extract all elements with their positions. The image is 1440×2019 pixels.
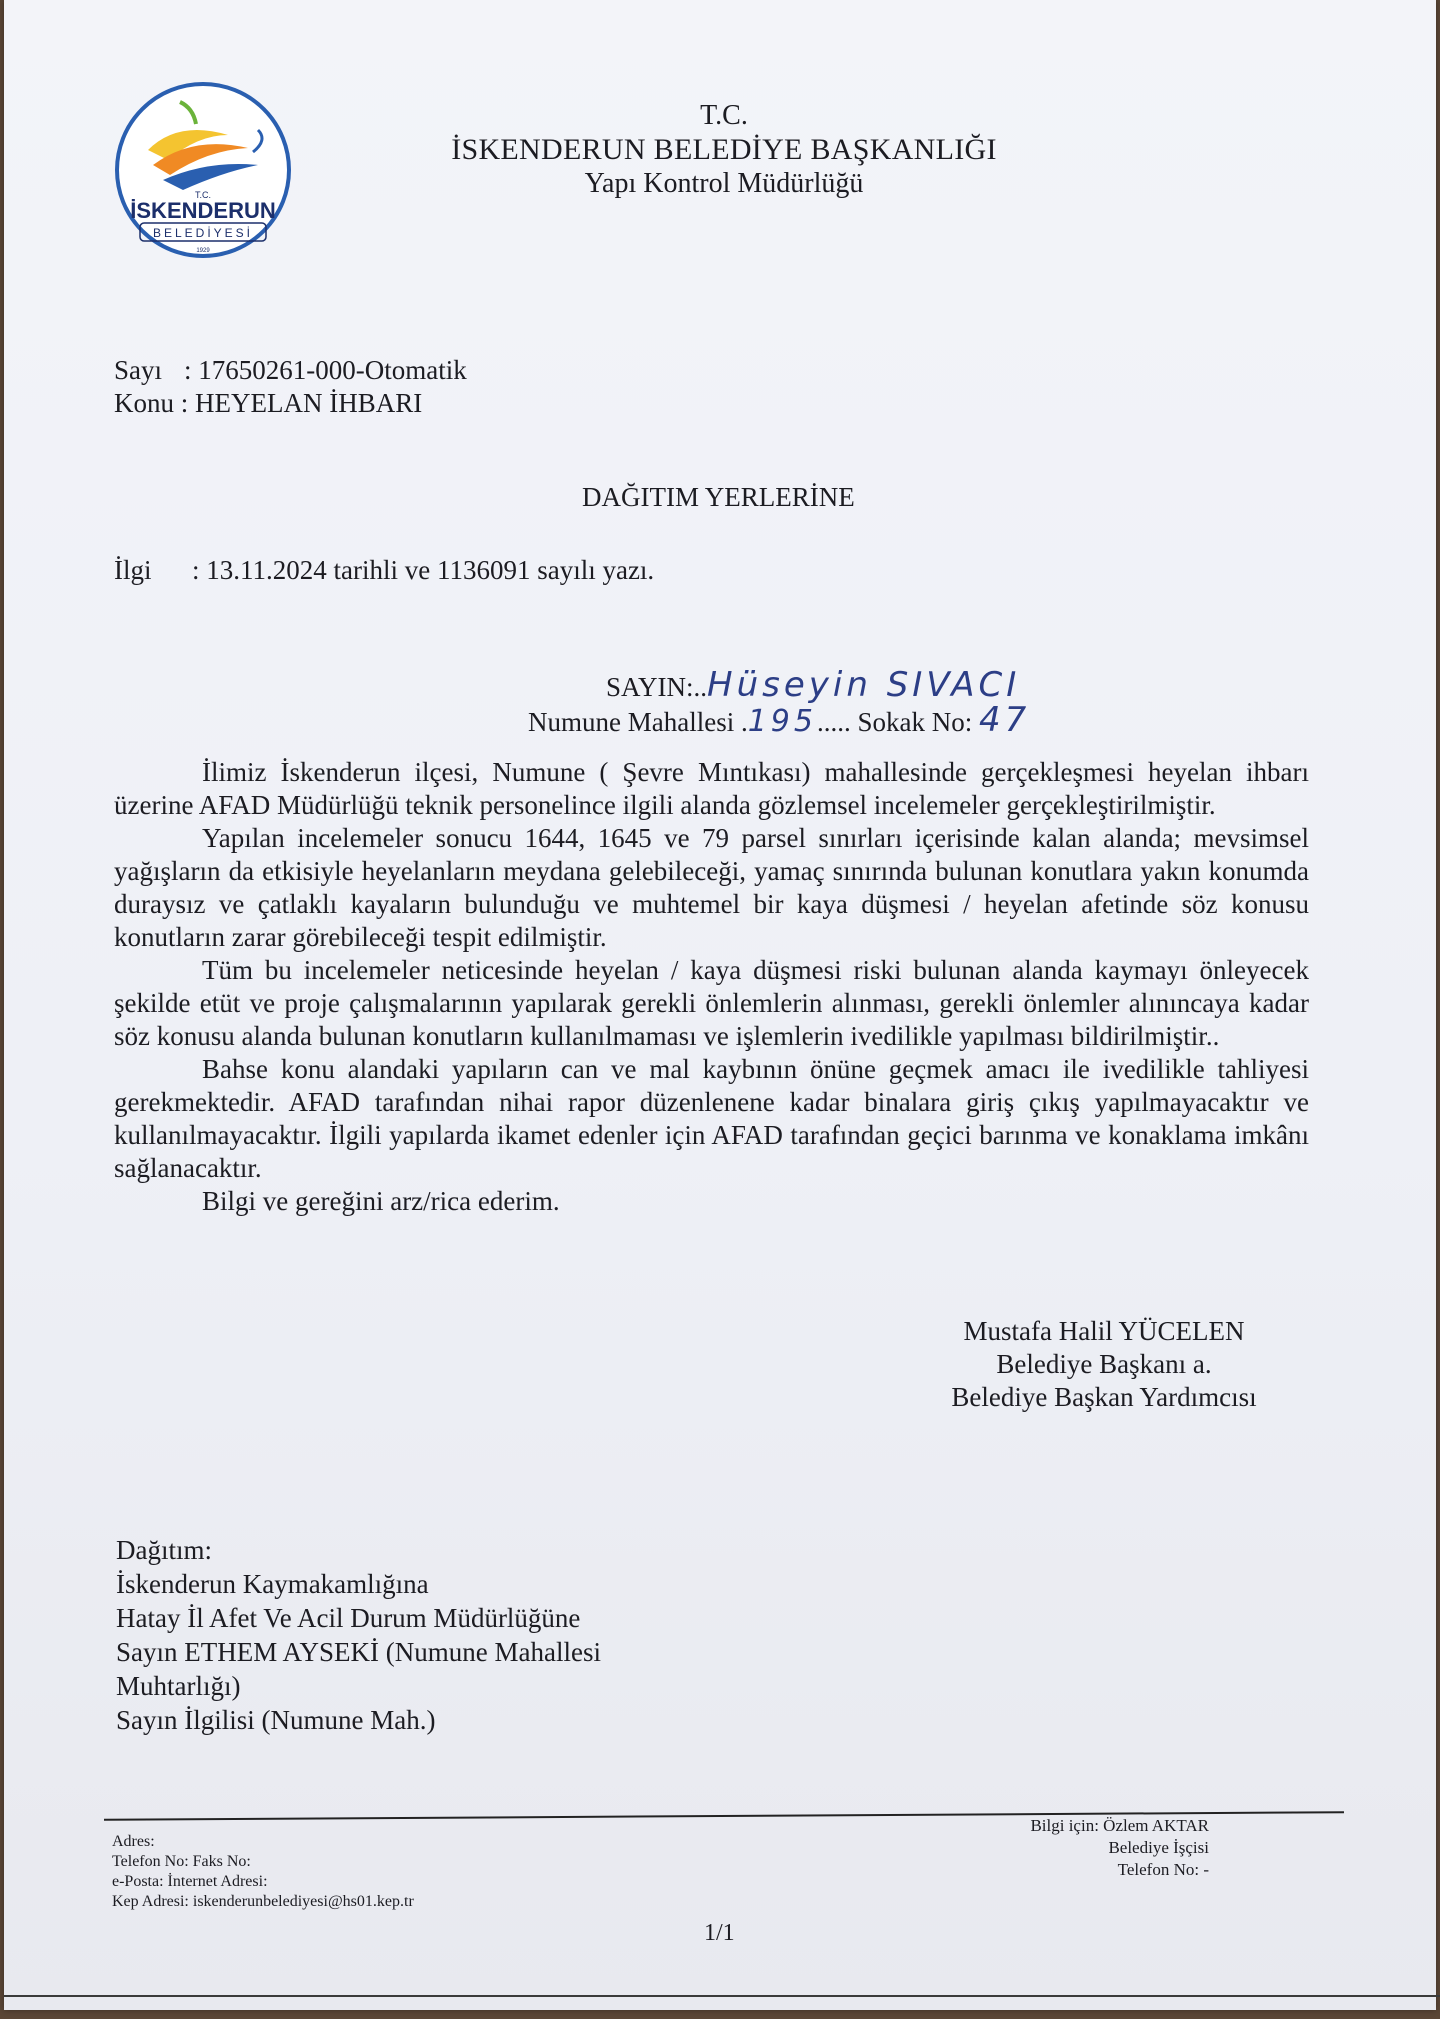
document-page [4, 0, 1436, 2010]
handwritten-name: Hüseyin SIVACI [707, 665, 1021, 705]
footer-info-phone: Telefon No: - [1117, 1860, 1209, 1879]
distribution-item-1: İskenderun Kaymakamlığına [116, 1569, 429, 1599]
distribution-title: Dağıtım: [116, 1535, 212, 1565]
sayi-label: Sayı [114, 355, 163, 385]
signatory-title-1: Belediye Başkanı a. [996, 1349, 1212, 1379]
signatory-title-2: Belediye Başkan Yardımcısı [951, 1382, 1257, 1412]
body-paragraph-4: Bahse konu alandaki yapıların can ve mal kaybının önüne geçmek amacı ile ivedilikle tahliyesi gerekmektedir. AFAD tarafından nihai rapor düzenlenene kadar binalara giriş çıkış yapılmayacaktır ve kullanılmayacaktır. İlgili yapılarda ikamet edenler için AFAD tarafından geçici barınma ve konaklama imkânı sağlanacaktır. [114, 1054, 1309, 1183]
konu-label: Konu [114, 388, 174, 418]
signature-block [904, 1315, 1304, 1414]
body-paragraph-1: İlimiz İskenderun ilçesi, Numune ( Şevre Mıntıkası) mahallesinde gerçekleşmesi heyelan ihbarı üzerine AFAD Müdürlüğü teknik personelince ilgili alanda gözlemsel incelemeler gerçekleştirilmiştir. [114, 757, 1309, 820]
sayi-row [114, 355, 467, 386]
footer-info-title: Belediye İşçisi [1108, 1838, 1209, 1857]
header-tc: T.C. [700, 100, 748, 131]
logo-year-text: 1929 [196, 248, 210, 254]
distribution-item-3: Sayın ETHEM AYSEKİ (Numune Mahallesi Muhtarlığı) [116, 1637, 601, 1701]
body-paragraph-3: Tüm bu incelemeler neticesinde heyelan / kaya düşmesi riski bulunan alanda kaymayı önleyecek şekilde etüt ve proje çalışmalarının yapılarak gerekli önlemlerin alınması, gerekli önlemler alınıncaya kadar söz konusu alanda bulunan konutların kullanılmaması ve işlemlerin ivedilikle yapılması bildirilmiştir.. [114, 955, 1309, 1051]
header-department: Yapı Kontrol Müdürlüğü [584, 168, 864, 199]
ilgi-row [114, 555, 654, 586]
sayi-value: : 17650261-000-Otomatik [184, 355, 467, 385]
logo-sub-text: BELEDİYESİ [152, 226, 254, 240]
address-line [528, 700, 1030, 740]
body-paragraph-5: Bilgi ve gereğini arz/rica ederim. [202, 1186, 560, 1216]
recipients-title: DAĞITIM YERLERİNE [582, 482, 855, 512]
mahalle-prefix: Numune Mahallesi . [528, 707, 748, 737]
handwritten-street: 195 [747, 704, 817, 739]
addressee-line [606, 665, 1020, 705]
logo-name-text: İSKENDERUN [130, 198, 276, 223]
footer-info-contact: Bilgi için: Özlem AKTAR [1030, 1816, 1209, 1835]
bottom-edge-line [4, 1995, 1440, 1997]
letter-body [114, 756, 1309, 1218]
footer-info [994, 1815, 1209, 1881]
header-institution: İSKENDERUN BELEDİYE BAŞKANLIĞI [451, 133, 997, 166]
distribution-item-2: Hatay İl Afet Ve Acil Durum Müdürlüğüne [116, 1603, 581, 1633]
mahalle-suffix: ..... Sokak No: [816, 707, 973, 737]
konu-row [114, 388, 422, 419]
footer-address: Adres: [112, 1833, 155, 1850]
signatory-name: Mustafa Halil YÜCELEN [963, 1316, 1245, 1346]
konu-value: : HEYELAN İHBARI [180, 388, 423, 418]
page-number: 1/1 [704, 1920, 735, 1946]
logo-tc-text: T.C. [194, 190, 212, 200]
ilgi-label: İlgi [114, 555, 152, 585]
ilgi-value: : 13.11.2024 tarihli ve 1136091 sayılı yazı. [192, 555, 655, 585]
footer-kep: Kep Adresi: iskenderunbelediyesi@hs01.kep.tr [112, 1893, 414, 1910]
sayin-label: SAYIN:.. [606, 672, 708, 702]
footer-email: e-Posta: İnternet Adresi: [112, 1873, 268, 1890]
footer-contact [112, 1832, 414, 1912]
handwritten-number: 47 [978, 700, 1031, 740]
footer-phone: Telefon No: Faks No: [112, 1853, 251, 1870]
iskenderun-municipality-logo [108, 80, 298, 260]
body-paragraph-2: Yapılan incelemeler sonucu 1644, 1645 ve 79 parsel sınırları içerisinde kalan alanda; mevsimsel yağışların da etkisiyle heyelanların meydana gelebileceği, yamaç sınırında bulunan konutlara yakın konumda duraysız ve çatlaklı kayaların bulunduğu ve muhtemel bir kaya düşmesi / heyelan afetinde söz konusu konutların zarar görebileceği tespit edilmiştir. [114, 823, 1309, 952]
distribution-item-4: Sayın İlgilisi (Numune Mah.) [116, 1705, 436, 1735]
distribution-block [116, 1533, 676, 1737]
